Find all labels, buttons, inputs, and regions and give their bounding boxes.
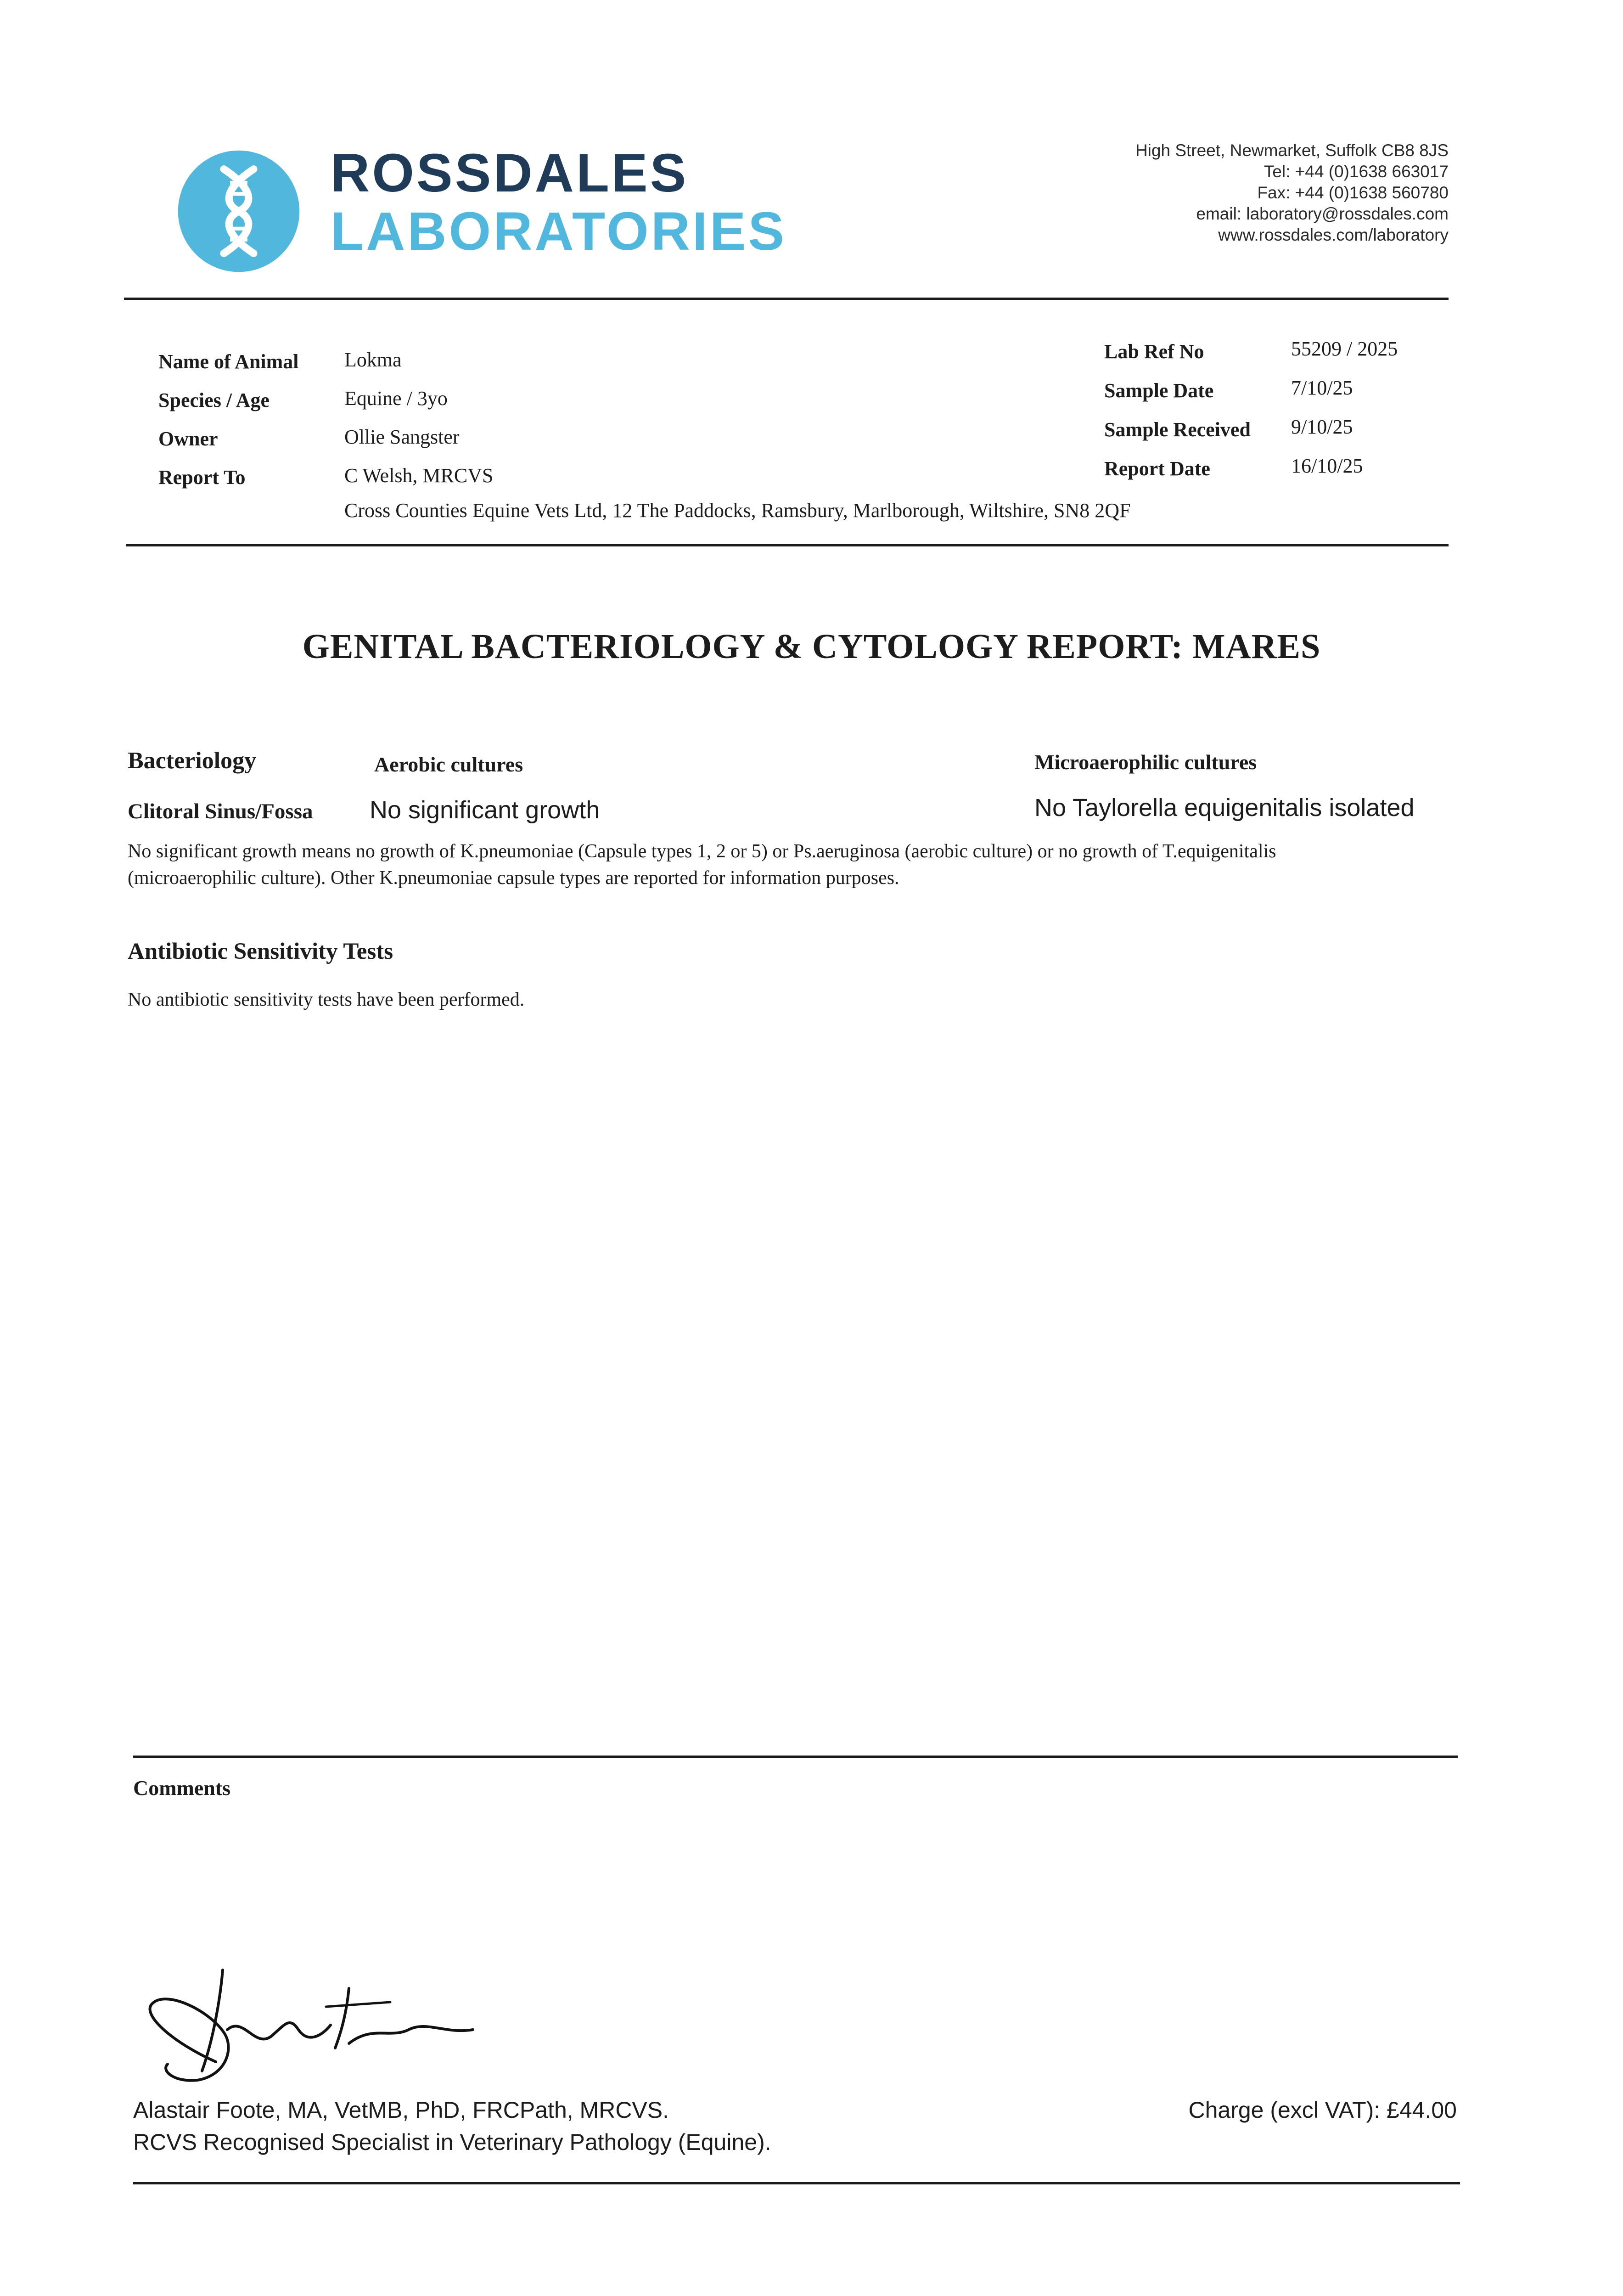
info-divider — [126, 544, 1449, 546]
sample-site: Clitoral Sinus/Fossa — [128, 799, 313, 823]
lab-email: email: laboratory@rossdales.com — [1196, 204, 1449, 223]
owner-name: Ollie Sangster — [344, 426, 460, 448]
report-to-label: Report To — [158, 466, 246, 489]
lab-address: High Street, Newmarket, Suffolk CB8 8JS — [1135, 141, 1449, 160]
sample-received-label: Sample Received — [1104, 418, 1251, 441]
brand-name-line2: LABORATORIES — [331, 201, 787, 262]
signatory-title: RCVS Recognised Specialist in Veterinary Pathology (Equine). — [133, 2129, 771, 2155]
brand-name-line1: ROSSDALES — [331, 143, 689, 203]
species-age-label: Species / Age — [158, 389, 270, 411]
owner-label: Owner — [158, 428, 218, 450]
sample-date: 7/10/25 — [1291, 377, 1353, 399]
footnote-line1: No significant growth means no growth of K.pneumoniae (Capsule types 1, 2 or 5) or Ps.aeruginosa (aerobic culture) or no growth of T.equigenitalis — [128, 841, 1276, 862]
sample-received: 9/10/25 — [1291, 416, 1353, 438]
microaerophilic-result: No Taylorella equigenitalis isolated — [1034, 794, 1415, 822]
header-divider — [124, 298, 1449, 300]
aerobic-cultures-heading: Aerobic cultures — [374, 753, 523, 776]
signatory-name: Alastair Foote, MA, VetMB, PhD, FRCPath, MRCVS. — [133, 2097, 669, 2123]
report-date-label: Report Date — [1104, 457, 1210, 480]
animal-name-label: Name of Animal — [158, 350, 299, 373]
footnote-line2: (microaerophilic culture). Other K.pneumoniae capsule types are reported for information purposes. — [128, 867, 899, 889]
report-to: C Welsh, MRCVS — [344, 464, 494, 487]
lab-ref: 55209 / 2025 — [1291, 338, 1398, 360]
lab-contact-block — [1135, 140, 1449, 246]
lab-website: www.rossdales.com/laboratory — [1218, 225, 1449, 244]
signatory-block — [133, 2094, 771, 2158]
charge-amount: Charge (excl VAT): £44.00 — [1188, 2097, 1457, 2123]
comments-divider — [133, 1756, 1458, 1758]
lab-fax: Fax: +44 (0)1638 560780 — [1257, 183, 1449, 202]
dna-helix-icon — [177, 149, 301, 273]
sensitivity-text: No antibiotic sensitivity tests have been performed. — [128, 989, 525, 1010]
bacteriology-footnote — [128, 838, 1459, 891]
species-age: Equine / 3yo — [344, 387, 448, 410]
lab-tel: Tel: +44 (0)1638 663017 — [1264, 162, 1449, 181]
microaerophilic-cultures-heading: Microaerophilic cultures — [1034, 750, 1257, 774]
report-title: GENITAL BACTERIOLOGY & CYTOLOGY REPORT: MARES — [302, 627, 1321, 666]
aerobic-result: No significant growth — [370, 796, 600, 824]
signature — [133, 1961, 491, 2089]
bacteriology-heading: Bacteriology — [128, 748, 257, 774]
practice-address: Cross Counties Equine Vets Ltd, 12 The Paddocks, Ramsbury, Marlborough, Wiltshire, SN8 2QF — [344, 499, 1131, 522]
animal-name: Lokma — [344, 349, 402, 371]
sensitivity-heading: Antibiotic Sensitivity Tests — [128, 939, 393, 964]
footer-divider — [133, 2182, 1460, 2184]
lab-ref-label: Lab Ref No — [1104, 340, 1204, 363]
sample-date-label: Sample Date — [1104, 379, 1214, 402]
report-date: 16/10/25 — [1291, 455, 1363, 477]
comments-label: Comments — [133, 1776, 231, 1800]
